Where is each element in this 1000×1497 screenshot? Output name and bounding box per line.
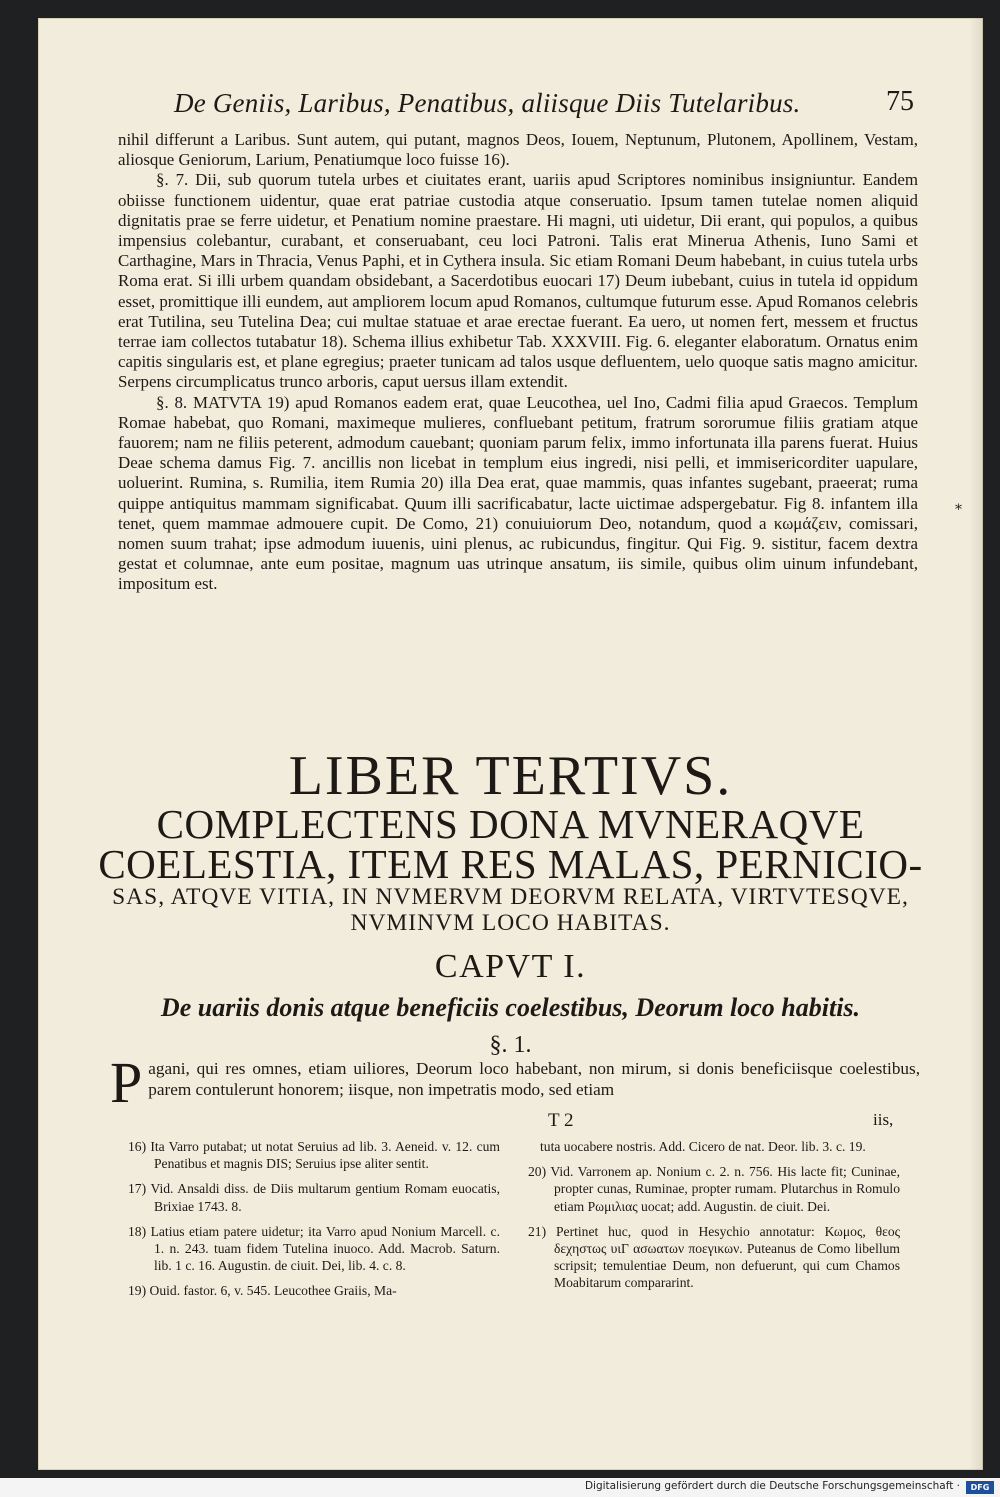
chapter-title: CAPVT I. bbox=[434, 948, 587, 985]
funding-notice: Digitalisierung gefördert durch die Deutsche Forschungsgemeinschaft · bbox=[584, 1480, 960, 1492]
paragraph: §. 8. MATVTA 19) apud Romanos eadem erat, quae Leucothea, uel Ino, Cadmi filia apud Graecos. Templum Romae habebat, quo Romani, maximeque mulieres, confluebant petitum, fratrum sororumue filiis gratiam atque fauorem; nam ne filiis peterent, admodum cauebant; quoniam parum felix, immo infortunata illa parens fuerat. Huius Deae schema damus Fig. 7. ancillis non licebat in templum eius ingredi, nisi pelli, et immisericorditer uapulare, uoluerint. Rumina, s. Rumilia, item Rumia 20) illa Dea erat, quae mammis, quas infantes sugebant, praeerat; ruma quippe antiquitus mammam significabat. Quum illi sacrificabatur, lacte uictimae adspergebatur. Fig 8. infantem illa tenet, quem mammae admouere cupit. De Como, 21) conuiuiorum Deo, notandum, quod a κωμάζειν, comissari, nomen suum trahat; ipse admodum iuuenis, uini plenus, ac rubicundus, fingitur. Qui Fig. 9. sistitur, facem dextra gestat et columnae, ante eum positae, magnum uas utrinque ansatum, iis simile, quibus olim uinum infundebant, impositum est. bbox=[118, 392, 918, 594]
book-subtitle-main: COMPLECTENS DONA MVNERAQVE COELESTIA, ITEM RES MALAS, PERNICIO- bbox=[98, 801, 923, 887]
signature-mark: T 2 bbox=[548, 1110, 574, 1131]
footnote: 19) Ouid. fastor. 6, v. 545. Leucothee Graiis, Ma- bbox=[128, 1283, 397, 1299]
footnotes-right bbox=[528, 1138, 900, 1300]
drop-cap: P bbox=[110, 1050, 143, 1115]
section-mark: §. 1. bbox=[489, 1032, 532, 1058]
book-title: LIBER TERTIVS. bbox=[288, 745, 733, 807]
footnote: 21) Pertinet huc, quod in Hesychio annotatur: Κωμος, θεος δεχηστως υιΓ ασωατων ποεγικων. Puteanus de Como libellum scripsit; temulentiae Deum, non defuerunt, qui cum Chamos Moabitarum compararint. bbox=[528, 1223, 900, 1291]
footnote: tuta uocabere nostris. Add. Cicero de nat. Deor. lib. 3. c. 19. bbox=[540, 1139, 866, 1154]
book-subtitle-rest: SAS, ATQVE VITIA, IN NVMERVM DEORVM RELATA, VIRTVTESQVE, NVMINVM LOCO HABITAS. bbox=[112, 884, 909, 936]
footnote: 18) Latius etiam patere uidetur; ita Varro apud Nonium Marcell. c. 1. n. 243. tuam fidem Tutelina inuoco. Add. Macrob. Saturn. lib. 1 c. 16. Augustin. de ciuit. Dei, lib. 4. c. 8. bbox=[128, 1223, 500, 1274]
footnote: 16) Ita Varro putabat; ut notat Seruius ad lib. 3. Aeneid. v. 12. cum Penatibus et magnis DIS; Seruius ipse aliter sentit. bbox=[128, 1139, 500, 1172]
running-head: De Geniis, Laribus, Penatibus, aliisque Diis Tutelaribus. bbox=[174, 88, 801, 118]
opening-paragraph bbox=[110, 1050, 920, 1115]
main-text bbox=[118, 130, 918, 595]
margin-marker: * bbox=[955, 502, 962, 518]
paragraph: §. 7. Dii, sub quorum tutela urbes et ciuitates erant, uariis apud Scriptores nominibus insigniuntur. Eandem obiisse functionem uidentur, quae erat patriae custodia atque conseruatio. Ipsum tamen tutelae nomen aliquid dignitatis prae se ferre uidetur, et Penatium nomine praestare. Hi magni, uti uidetur, Dii erant, qui populos, a quibus impensius colebantur, curabant, et conseruabant, ceu loci Patroni. Talis erat Minerua Athenis, Iuno Sami et Carthagine, Mars in Thracia, Venus Paphi, et in Cythera insula. Sic etiam Romani Deum habebant, in cuius tutela urbs Roma erat. Si illi urbem quandam obsidebant, a Sacerdotibus euocari 17) Deum iubebant, cuius in tutela id oppidum esset, promittique illi eundem, aut ampliorem locum apud Romanos, cultumque futurum esse. Apud Romanos celebris erat Tutilina, seu Tutelina Dea; cui multae statuae et arae erectae fuerant. Ea uero, ut nomen fert, messem et fructus terrae iam collectos tutabatur 18). Schema illius exhibetur Tab. XXXVIII. Fig. 6. eleganter elaboratum. Ornatus enim capitis singularis est, et plane egregius; praeter tunicam ad talos usque defluentem, uelo quoque satis magno amicitur. Serpens circumplicatus trunco arboris, caput uersus illam extendit. bbox=[118, 170, 918, 392]
page-number: 75 bbox=[886, 86, 914, 117]
footnote: 17) Vid. Ansaldi diss. de Diis multarum gentium Romam euocatis, Brixiae 1743. 8. bbox=[128, 1181, 500, 1214]
dfg-logo-icon: DFG bbox=[966, 1481, 994, 1494]
opening-text: agani, qui res omnes, etiam uiliores, Deorum loco habebant, non mirum, si donis beneficiisque coelestibus, parem contulerunt honorem; iisque, non impetratis modo, sed etiam bbox=[148, 1059, 920, 1099]
paragraph: nihil differunt a Laribus. Sunt autem, qui putant, magnos Deos, Iouem, Neptunum, Plutonem, Apollinem, Vestam, aliosque Geniorum, Larium, Penatiumque loco fuisse 16). bbox=[118, 130, 918, 170]
book-page bbox=[38, 18, 983, 1470]
footnotes-left bbox=[128, 1138, 500, 1308]
footnote: 20) Vid. Varronem ap. Nonium c. 2. n. 756. His lacte fit; Cuninae, propter cunas, Ruminae, propter rumam. Plutarchus in Romulo etiam Ρωμιλιας uocat; add. Augustin. de ciuit. Dei. bbox=[528, 1164, 900, 1214]
catchword: iis, bbox=[873, 1110, 894, 1129]
footer-bar bbox=[0, 1478, 1000, 1497]
chapter-subtitle: De uariis donis atque beneficiis coelestibus, Deorum loco habitis. bbox=[160, 993, 861, 1022]
